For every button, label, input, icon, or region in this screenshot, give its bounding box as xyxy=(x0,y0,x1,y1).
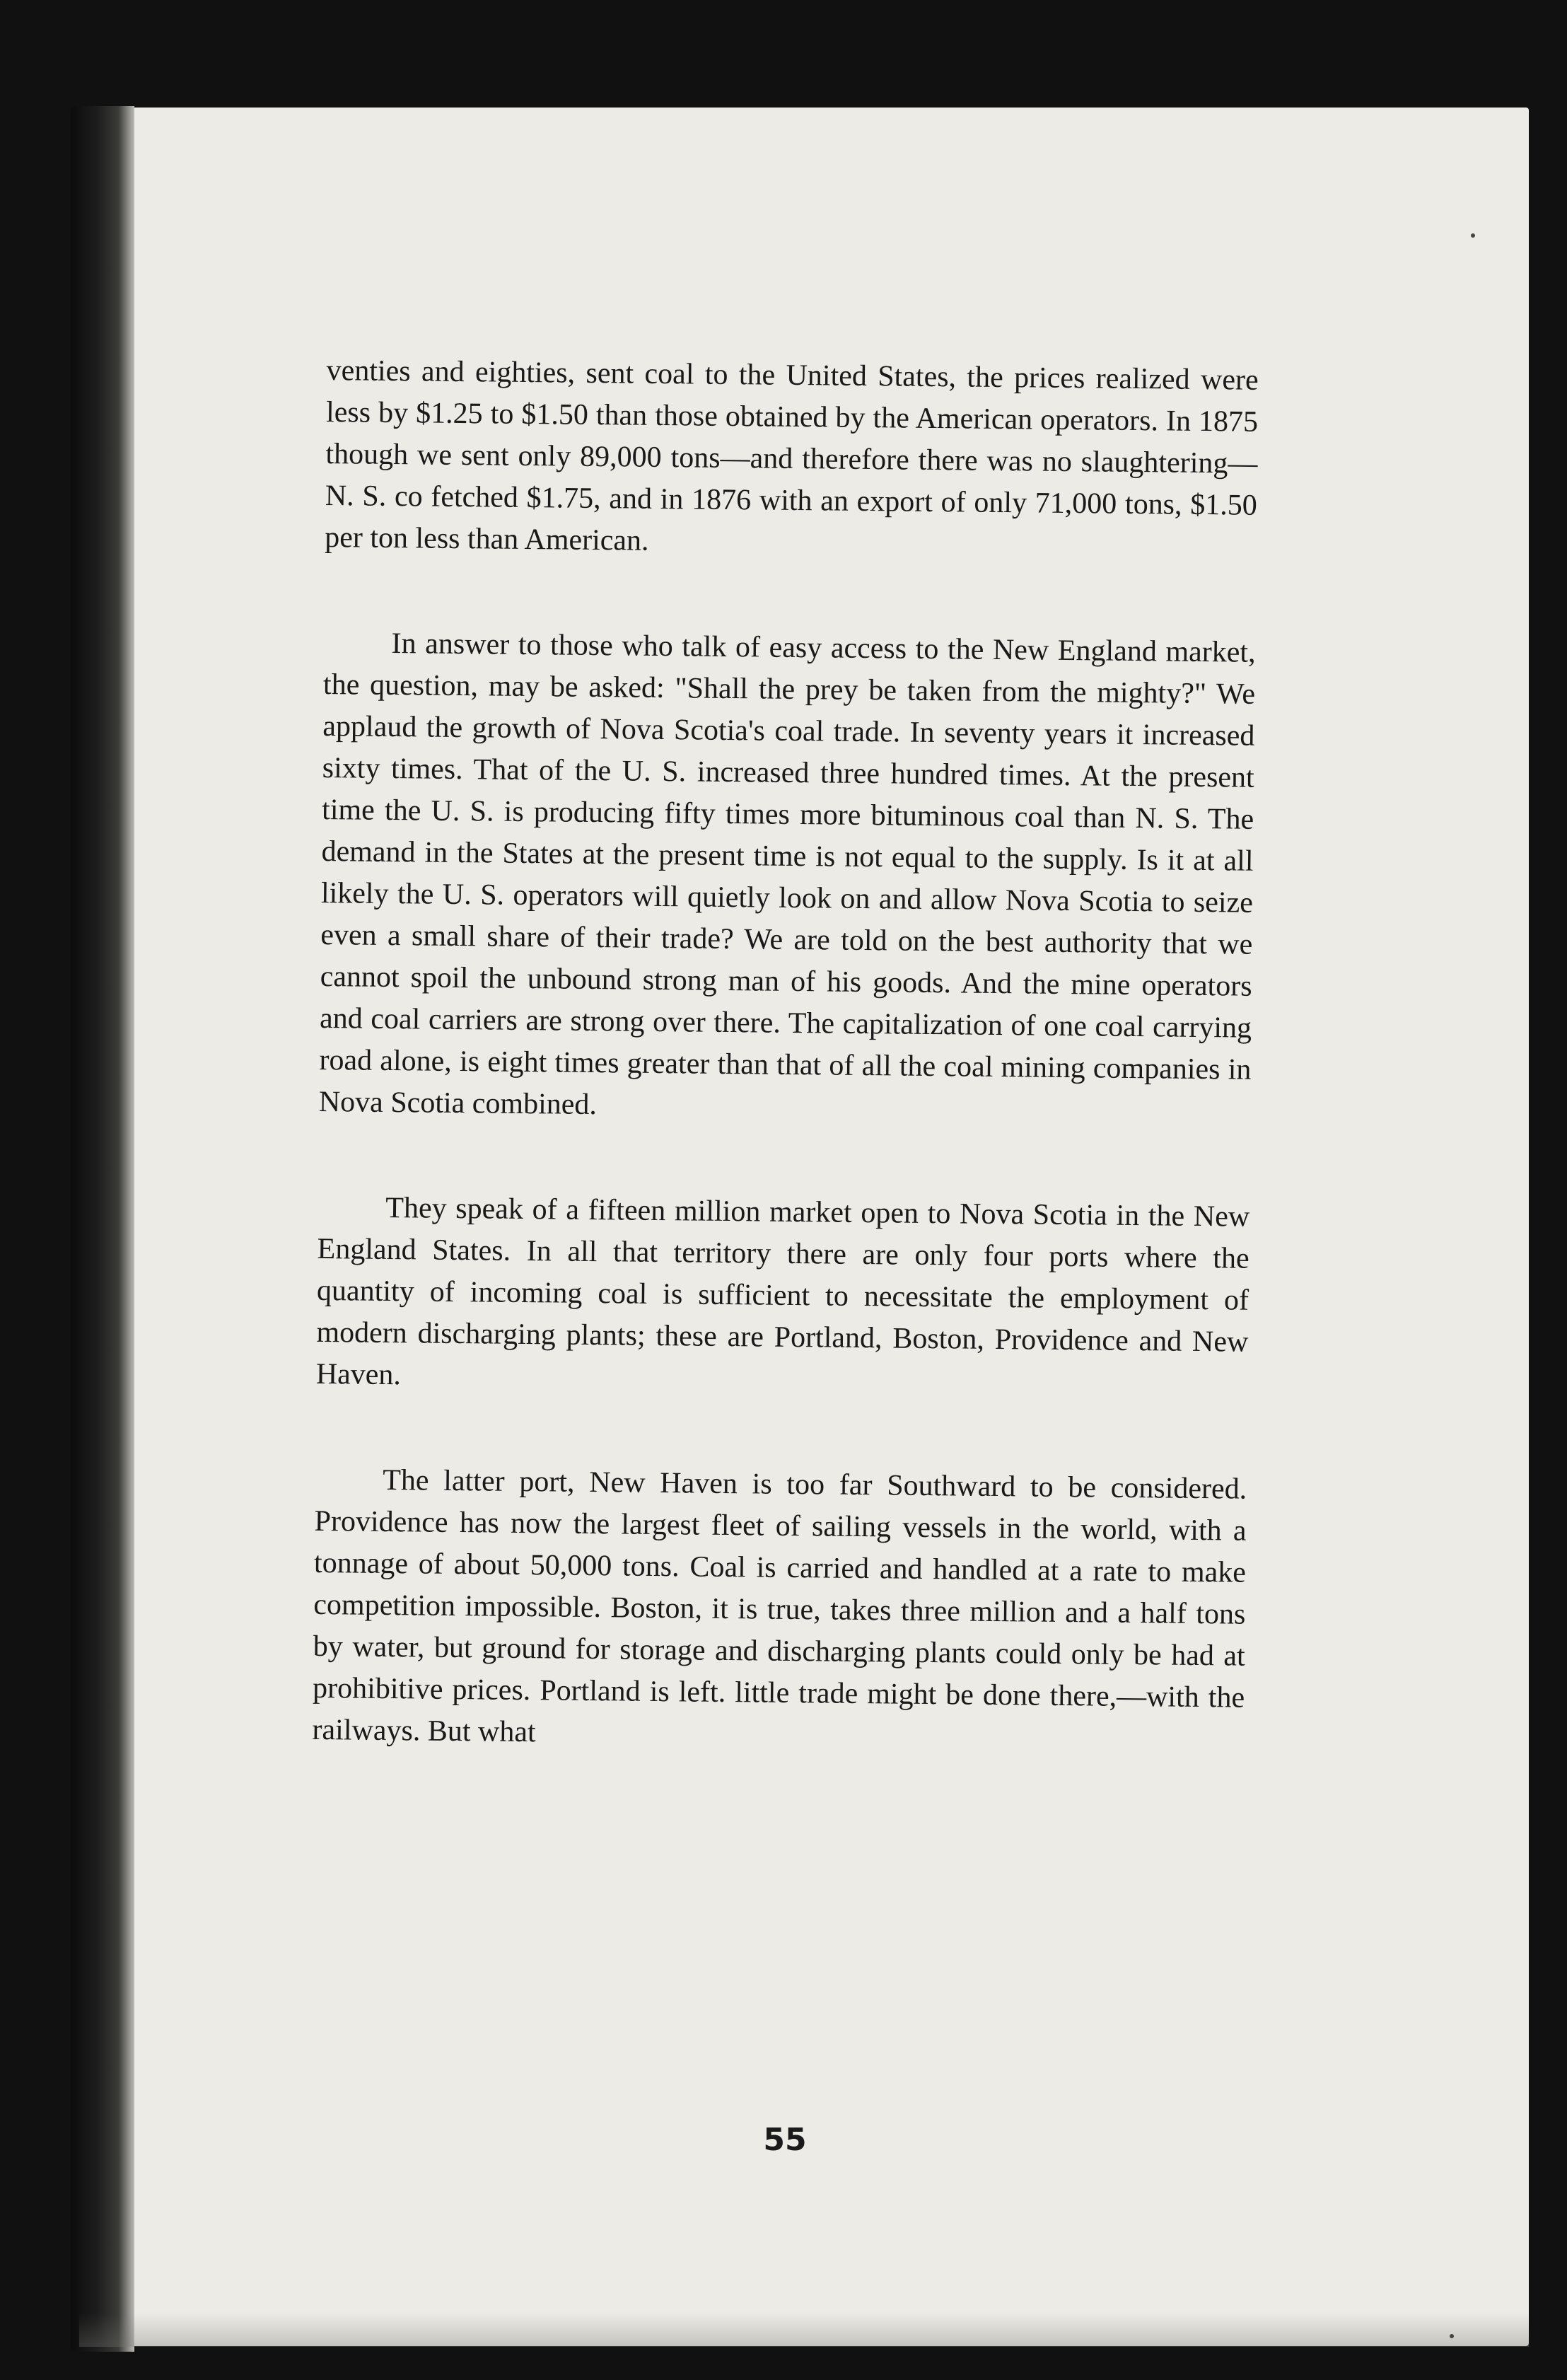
paragraph-spacer xyxy=(318,1123,1251,1197)
page-bottom-shadow xyxy=(79,2313,1529,2347)
book-binding-edge xyxy=(71,106,134,2352)
paragraph-2: In answer to those who talk of easy access to the New England market, the question, may be asked: "Shall the prey be taken from the mighty?" We applaud the growth of Nova Scotia's coal trade. In seventy years it increased sixty times. That of the U. S. increased three hundred times. At the present time the U. S. is producing fifty times more bituminous coal than N. S. The demand in the States at the present time is not equal to the supply. Is it at all likely the U. S. operators will quietly look on and allow Nova Scotia to seize even a small share of their trade? We are told on the best authority that we cannot spoil the unbound strong man of his goods. And the mine operators and coal carriers are strong over there. The capitalization of one coal carrying road alone, is eight times greater than that of all the coal mining companies in Nova Scotia combined. xyxy=(318,627,1256,1122)
paragraph-1: venties and eighties, sent coal to the United States, the prices realized were less by $1.25 to $1.50 than those obtained by the American operators. In 1875 though we sent only 89,000 tons—and therefore there was no slaughtering—N. S. co fetched $1.75, and in 1876 with an export of only 71,000 tons, $1.50 per ton less than American. xyxy=(324,354,1259,557)
scan-speck xyxy=(1450,2334,1454,2338)
paragraph-4: The latter port, New Haven is too far Southward to be considered. Providence has now the largest fleet of sailing vessels in the world, with a tonnage of about 50,000 tons. Coal is carried and handled at a rate to make competition impossible. Boston, it is true, takes three million and a half tons by water, but ground for storage and discharging plants could only be had at prohibitive prices. Portland is left. little trade might be done there,—with the railways. But what xyxy=(312,1463,1247,1749)
paragraph-spacer xyxy=(324,559,1257,632)
body-text xyxy=(312,350,1259,1761)
page-number: 55 xyxy=(763,2122,807,2158)
scan-speck xyxy=(1471,233,1475,238)
paragraph-spacer xyxy=(315,1395,1248,1469)
paragraph-3: They speak of a fifteen million market open to Nova Scotia in the New England States. In all that territory there are only four ports where the quantity of incoming coal is sufficient to necessitate the employment of modern discharging plants; these are Portland, Boston, Providence and New Haven. xyxy=(315,1191,1250,1392)
